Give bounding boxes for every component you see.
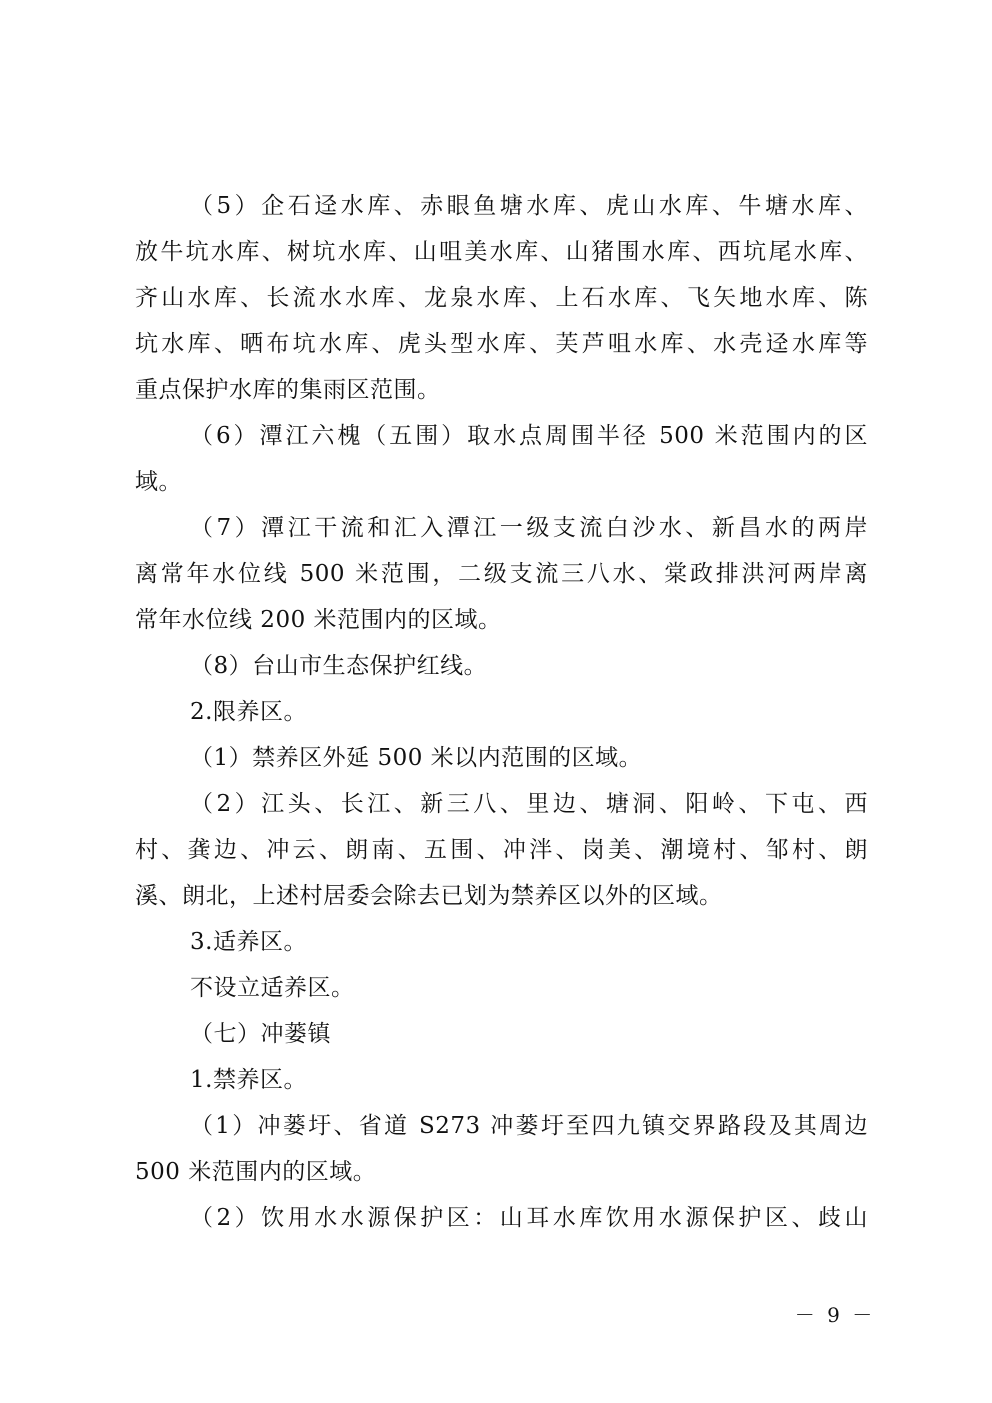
page-number: － 9 － <box>794 1303 876 1327</box>
section-heading: 2.限养区。 <box>190 699 307 725</box>
text-line: （1）冲蒌圩、省道 S273 冲蒌圩至四九镇交界路段及其周边 <box>190 1113 868 1139</box>
text-line: （2）江头、长江、新三八、里边、塘洞、阳岭、下屯、西 <box>190 791 868 817</box>
text-line: 常年水位线 200 米范围内的区域。 <box>135 607 502 633</box>
text-line: 放牛坑水库、树坑水库、山咀美水库、山猪围水库、西坑尾水库、 <box>135 239 868 265</box>
text-line: （1）禁养区外延 500 米以内范围的区域。 <box>190 745 643 771</box>
town-heading: （七）冲蒌镇 <box>190 1021 331 1047</box>
text-line: （6）潭江六槐（五围）取水点周围半径 500 米范围内的区 <box>190 423 868 449</box>
text-line: 不设立适养区。 <box>190 975 355 1001</box>
text-line: （2）饮用水水源保护区：山耳水库饮用水源保护区、歧山 <box>190 1205 868 1231</box>
text-line: 村、龚边、冲云、朗南、五围、冲泮、岗美、潮境村、邹村、朗 <box>135 837 868 863</box>
text-line: 重点保护水库的集雨区范围。 <box>135 377 441 403</box>
text-line: 域。 <box>135 469 182 495</box>
text-line: （5）企石迳水库、赤眼鱼塘水库、虎山水库、牛塘水库、 <box>190 193 868 219</box>
text-line: （7）潭江干流和汇入潭江一级支流白沙水、新昌水的两岸 <box>190 515 868 541</box>
text-line: 齐山水库、长流水水库、龙泉水库、上石水库、飞矢地水库、陈 <box>135 285 868 311</box>
section-heading: 3.适养区。 <box>190 929 307 955</box>
text-line: 500 米范围内的区域。 <box>135 1159 377 1185</box>
text-line: 坑水库、晒布坑水库、虎头型水库、芙芦咀水库、水壳迳水库等 <box>135 331 868 357</box>
text-line: （8）台山市生态保护红线。 <box>190 653 488 679</box>
text-line: 离常年水位线 500 米范围，二级支流三八水、棠政排洪河两岸离 <box>135 561 868 587</box>
section-heading: 1.禁养区。 <box>190 1067 307 1093</box>
text-line: 溪、朗北，上述村居委会除去已划为禁养区以外的区域。 <box>135 883 723 909</box>
